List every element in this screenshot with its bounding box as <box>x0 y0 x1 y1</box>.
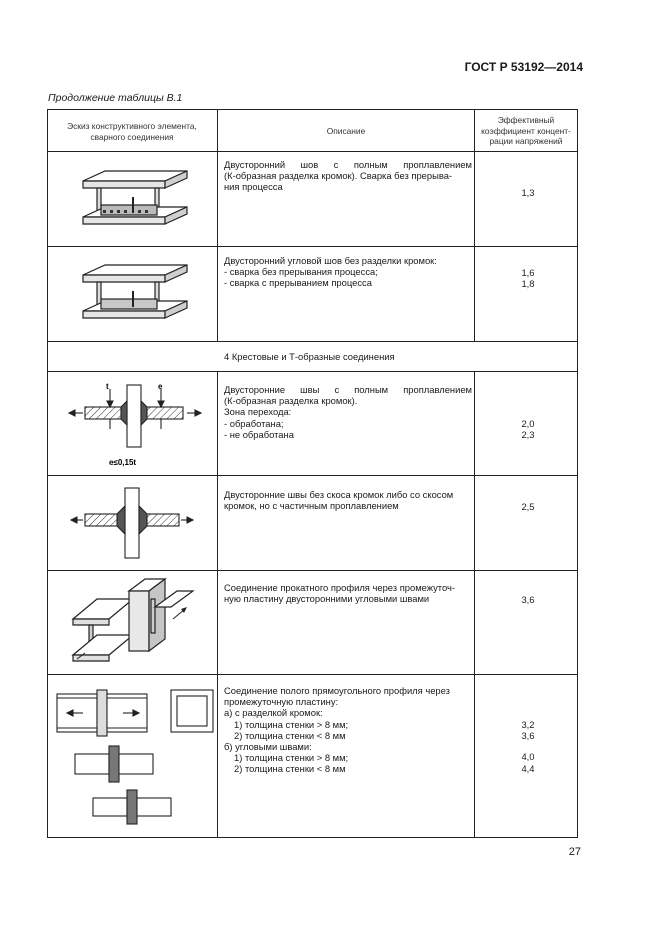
description-line: Двусторонние швы с полным проплавлением <box>224 384 472 395</box>
description-line: Соединение прокатного профиля через промежуточ- <box>224 582 456 593</box>
col-coefficient-header <box>476 115 576 147</box>
description-line: а) с разделкой кромок: <box>224 707 323 719</box>
col-coefficient-header-line: рации напряжений <box>489 136 563 146</box>
label-t: t <box>106 382 109 391</box>
sketch-i-beam-full-penetration <box>75 167 195 239</box>
description-line: ния процесса <box>224 181 283 193</box>
description-line: 2) толщина стенки < 8 мм <box>234 729 346 741</box>
col-sketch-header-line: сварного соединения <box>90 131 174 142</box>
description-line: 1) толщина стенки > 8 мм; <box>234 718 349 730</box>
description-line: Зона перехода: <box>224 406 292 418</box>
sketch-rolled-profile-plate <box>69 577 199 667</box>
description-line: Двусторонний шов с полным проплавлением <box>224 159 472 170</box>
label-formula: e≤0,15t <box>109 458 137 467</box>
description-line: - не обработана <box>224 428 294 440</box>
coefficient-value: 4,0 <box>521 751 535 763</box>
coefficient-value: 3,6 <box>521 730 535 742</box>
description-line: - обработана; <box>224 417 284 429</box>
row6-description <box>224 685 472 775</box>
description-line: Двусторонние швы без скоса кромок либо со скосом <box>224 489 454 500</box>
coefficient-value: 2,3 <box>521 429 535 441</box>
table <box>47 109 578 838</box>
standard-header: ГОСТ Р 53192—2014 <box>464 60 583 74</box>
label-e: e <box>158 382 163 391</box>
description-line: - сварка без прерывания процесса; <box>224 266 378 278</box>
row3-coefficient <box>480 418 576 440</box>
description-line: кромок, но с частичным проплавлением <box>224 500 399 512</box>
sketch-cruciform-full-penetration <box>65 379 205 471</box>
description-line: - сварка с прерыванием процесса <box>224 277 372 289</box>
description-line: б) угловыми швами: <box>224 741 312 753</box>
col-coefficient-header-line: Эффективный <box>497 115 555 125</box>
col-sketch-header-line: Эскиз конструктивного элемента, <box>67 121 197 131</box>
page-number: 27 <box>568 846 581 858</box>
description-line: Соединение полого прямоугольного профиля через <box>224 685 450 696</box>
sketch-hollow-profile <box>53 682 215 834</box>
table-caption: Продолжение таблицы В.1 <box>48 92 183 104</box>
row3-description <box>224 384 472 440</box>
description-line: Двусторонний угловой шов без разделки кромок: <box>224 255 437 266</box>
col-sketch-header <box>49 121 215 142</box>
row2-description <box>224 255 472 289</box>
coefficient-value: 2,0 <box>521 418 535 429</box>
coefficient-value: 3,2 <box>521 719 535 730</box>
coefficient-value: 3,6 <box>521 594 535 605</box>
sketch-i-beam-fillet <box>75 261 195 333</box>
description-line: (К-образная разделка кромок). Сварка без прерыва- <box>224 170 453 182</box>
description-line: промежуточную пластину: <box>224 696 339 708</box>
row5-description <box>224 582 472 604</box>
row2-coefficient <box>480 267 576 289</box>
description-line: 2) толщина стенки < 8 мм <box>234 763 346 775</box>
coefficient-value: 4,4 <box>521 762 535 774</box>
row6-coefficient <box>480 719 576 774</box>
row4-description <box>224 489 472 511</box>
row4-coefficient <box>480 501 576 512</box>
row1-description <box>224 159 472 193</box>
coefficient-value: 1,3 <box>521 187 535 198</box>
row5-coefficient <box>480 594 576 605</box>
coefficient-value: 1,8 <box>521 278 535 290</box>
description-line: (К-образная разделка кромок). <box>224 395 358 407</box>
description-line: ную пластину двусторонними угловыми швами <box>224 593 430 605</box>
coefficient-value: 1,6 <box>521 267 535 278</box>
description-line: 1) толщина стенки > 8 мм; <box>234 752 349 764</box>
col-description-header: Описание <box>326 126 366 136</box>
section-title: 4 Крестовые и Т-образные соединения <box>224 351 395 362</box>
col-coefficient-header-line: коэффициент концент- <box>481 125 571 136</box>
row1-coefficient <box>480 187 576 198</box>
sketch-cruciform-partial-penetration <box>67 484 197 564</box>
coefficient-value: 2,5 <box>521 501 535 512</box>
